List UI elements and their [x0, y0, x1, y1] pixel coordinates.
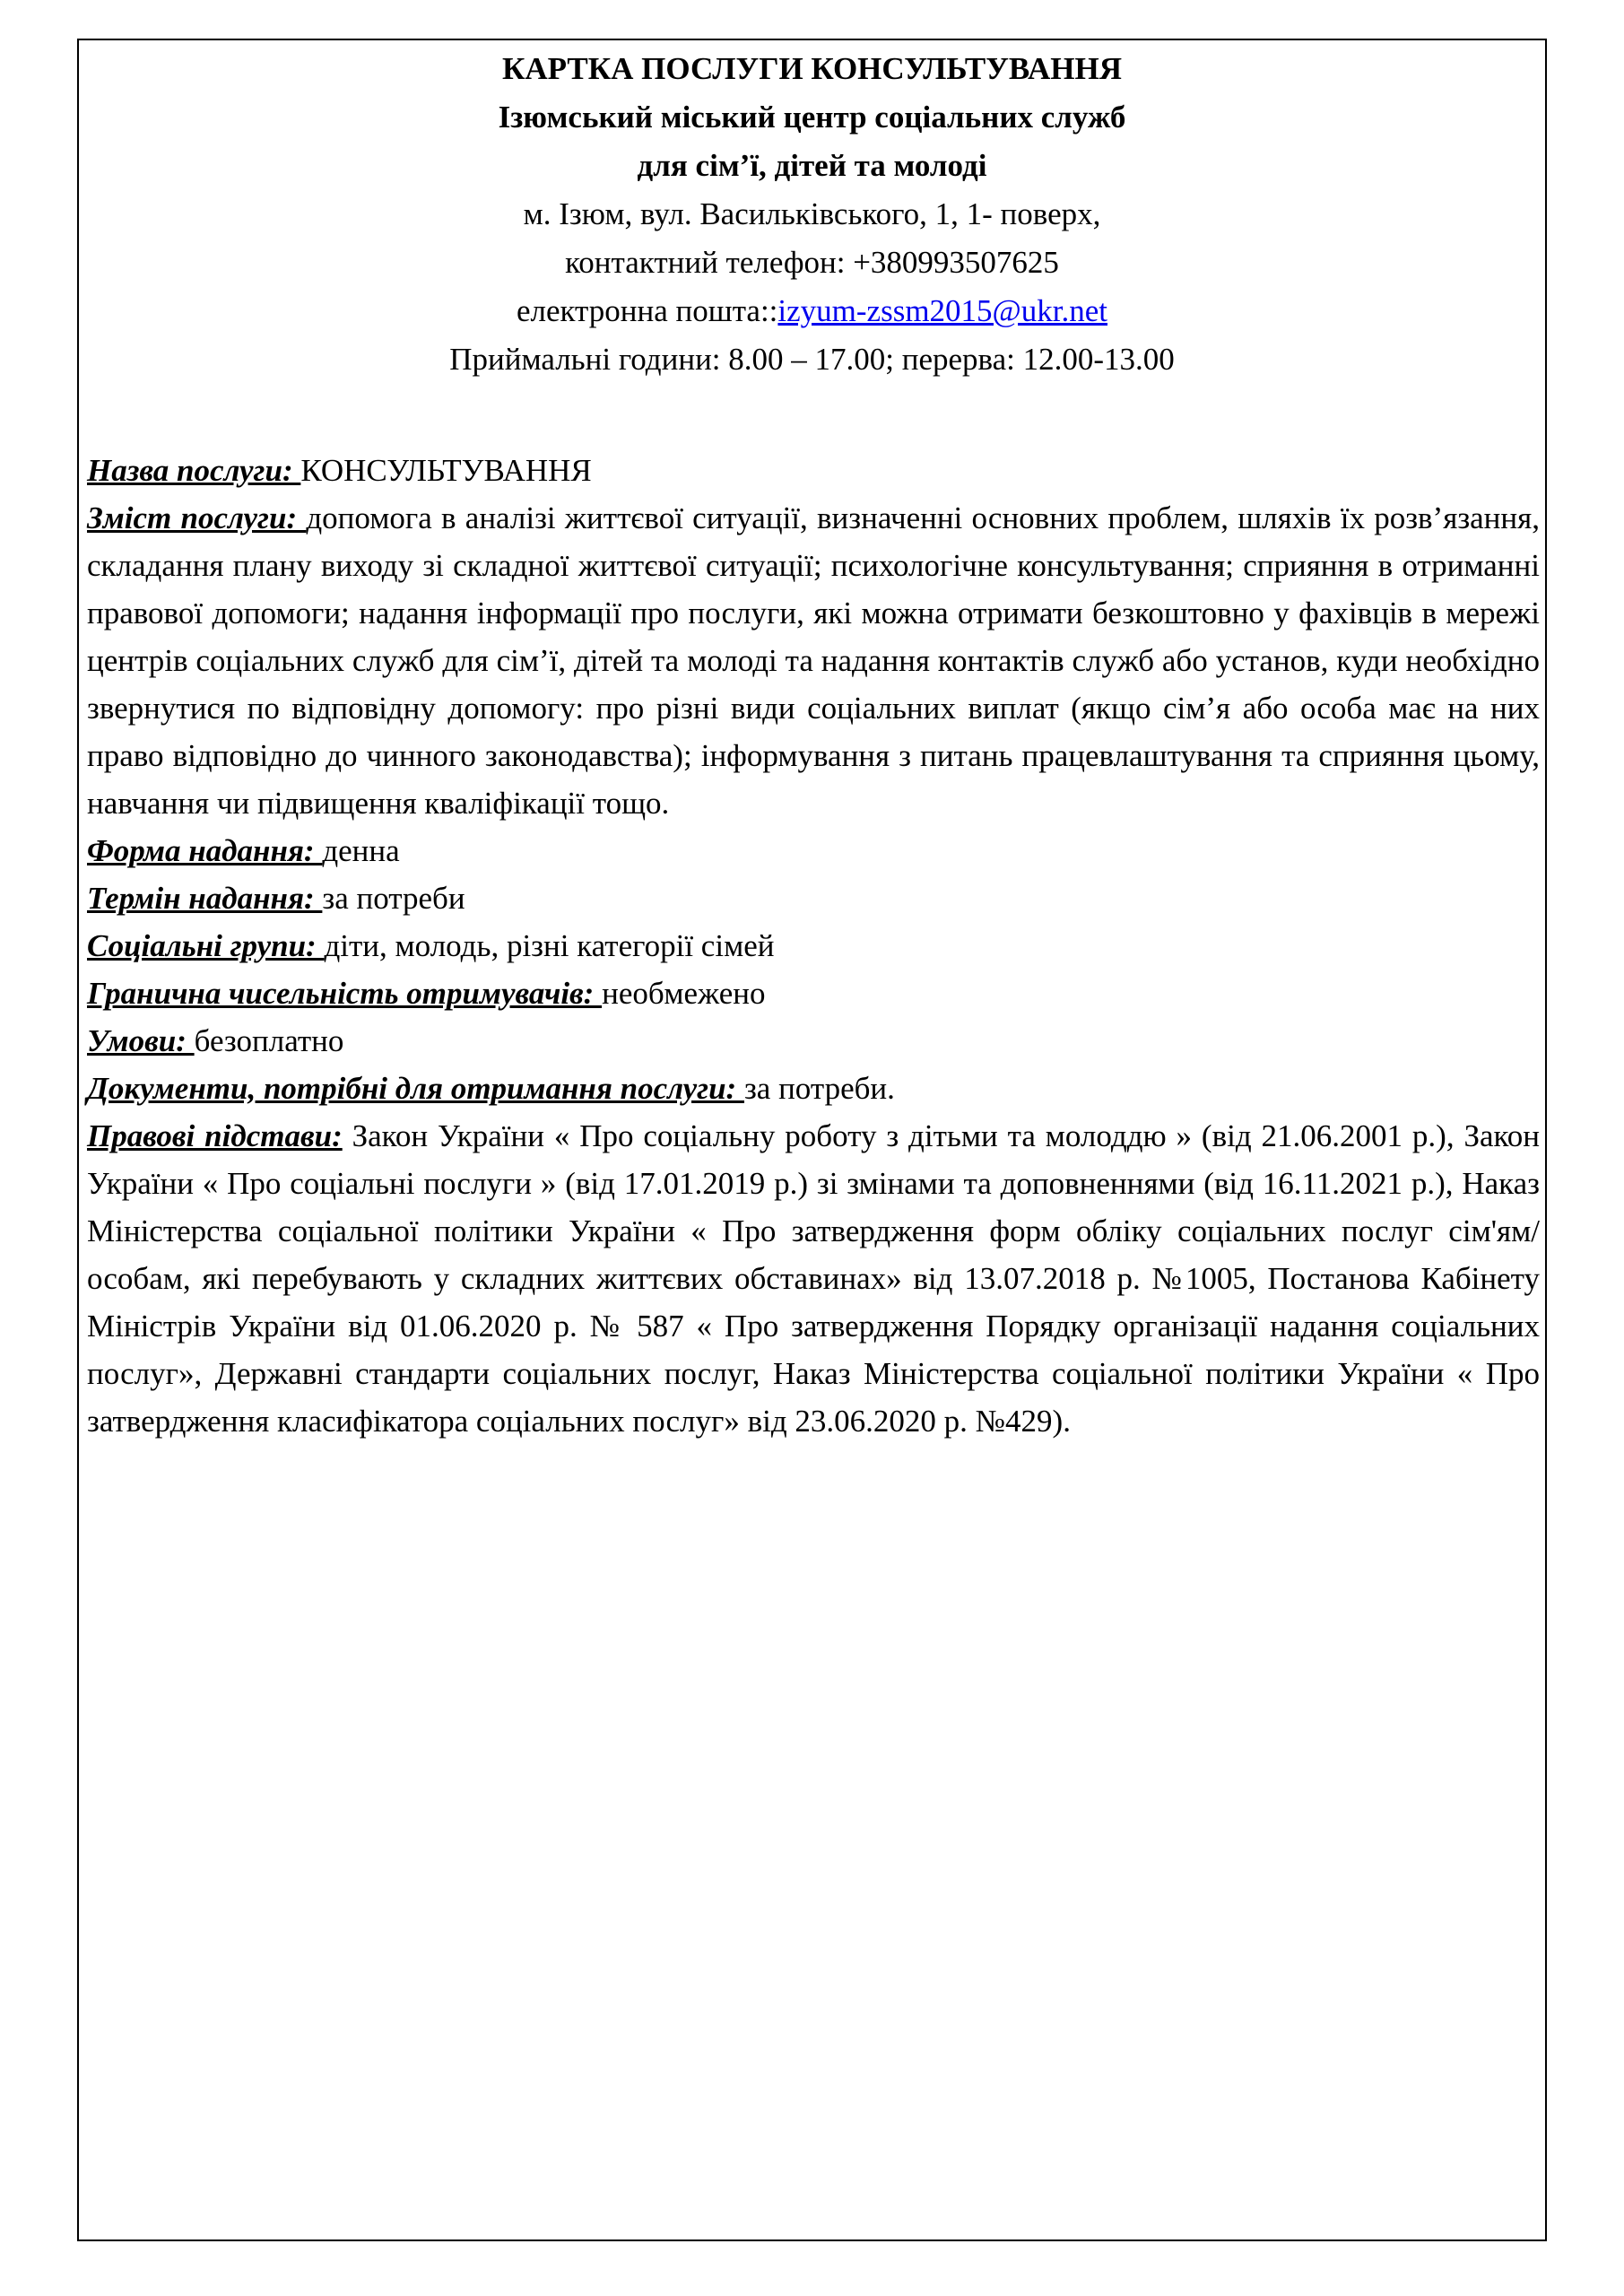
field-value: КОНСУЛЬТУВАННЯ	[300, 453, 592, 488]
field-label: Термін надання:	[87, 881, 323, 916]
field-value: за потреби.	[743, 1071, 895, 1106]
organization-name-line1: Ізюмський міський центр соціальних служб	[498, 100, 1126, 135]
email-label: електронна пошта::	[516, 293, 778, 328]
field-value: необмежено	[602, 976, 766, 1011]
office-hours: Приймальні години: 8.00 – 17.00; перерва: 12.00-13.00	[449, 342, 1175, 377]
address: м. Ізюм, вул. Васильківського, 1, 1- поверх,	[523, 196, 1101, 231]
field-value: діти, молодь, різні категорії сімей	[324, 928, 775, 963]
field-value: за потреби	[322, 881, 465, 916]
organization-name-line2: для сім’ї, дітей та молоді	[637, 148, 987, 183]
field-value: Закон України « Про соціальну роботу з дітьми та молоддю » (від 21.06.2001 р.), Закон України « Про соціальні послуги » (від 17.01.2019 р.) зі змінами та доповненнями (від 16.11.2021 р.), Наказ Міністерства соціальної політики України « Про затвердження форм обліку соціальних послуг сім'ям/особам, які перебувають у складних життєвих обставинах» від 13.07.2018 р. №1005, Постанова Кабінету Міністрів України від 01.06.2020 р. № 587 « Про затвердження Порядку організації надання соціальних послуг», Державні стандарти соціальних послуг, Наказ Міністерства соціальної політики України « Про затвердження класифікатора соціальних послуг» від 23.06.2020 р. №429).	[87, 1118, 1540, 1439]
field-conditions	[87, 1017, 1540, 1065]
service-details	[87, 447, 1540, 1445]
field-value: безоплатно	[194, 1023, 344, 1058]
field-value: денна	[322, 833, 400, 868]
field-label: Документи, потрібні для отримання послуги:	[87, 1071, 744, 1106]
field-label: Назва послуги:	[87, 453, 301, 488]
field-delivery-term	[87, 874, 1540, 922]
field-recipient-limit	[87, 970, 1540, 1017]
email-link[interactable]: izyum-zssm2015@ukr.net	[777, 293, 1108, 328]
contact-phone: контактний телефон: +380993507625	[565, 245, 1059, 280]
field-delivery-form	[87, 827, 1540, 874]
field-legal-basis	[87, 1112, 1540, 1445]
field-value: допомога в аналізі життєвої ситуації, визначенні основних проблем, шляхів їх розв’язання, складання плану виходу зі складної життєвої ситуації; психологічне консультування; сприяння в отриманні правової допомоги; надання інформації про послуги, які можна отримати безкоштовно у фахівців в мережі центрів соціальних служб для сім’ї, дітей та молоді та надання контактів служб або установ, куди необхідно звернутися по відповідну допомогу: про різні види соціальних виплат (якщо сім’я або особа має на них право відповідно до чинного законодавства); інформування з питань працевлаштування та сприяння цьому, навчання чи підвищення кваліфікації тощо.	[87, 500, 1540, 821]
field-label: Соціальні групи:	[87, 928, 325, 963]
field-label: Форма надання:	[87, 833, 323, 868]
field-label: Правові підстави:	[87, 1118, 343, 1153]
email-line	[79, 287, 1545, 335]
field-service-content	[87, 494, 1540, 827]
card-header	[79, 45, 1545, 384]
field-label: Умови:	[87, 1023, 195, 1058]
field-service-name	[87, 447, 1540, 494]
field-label: Гранична чисельність отримувачів:	[87, 976, 603, 1011]
field-required-documents	[87, 1065, 1540, 1112]
field-label: Зміст послуги:	[87, 500, 307, 535]
card-title: КАРТКА ПОСЛУГИ КОНСУЛЬТУВАННЯ	[501, 51, 1123, 86]
field-social-groups	[87, 922, 1540, 970]
